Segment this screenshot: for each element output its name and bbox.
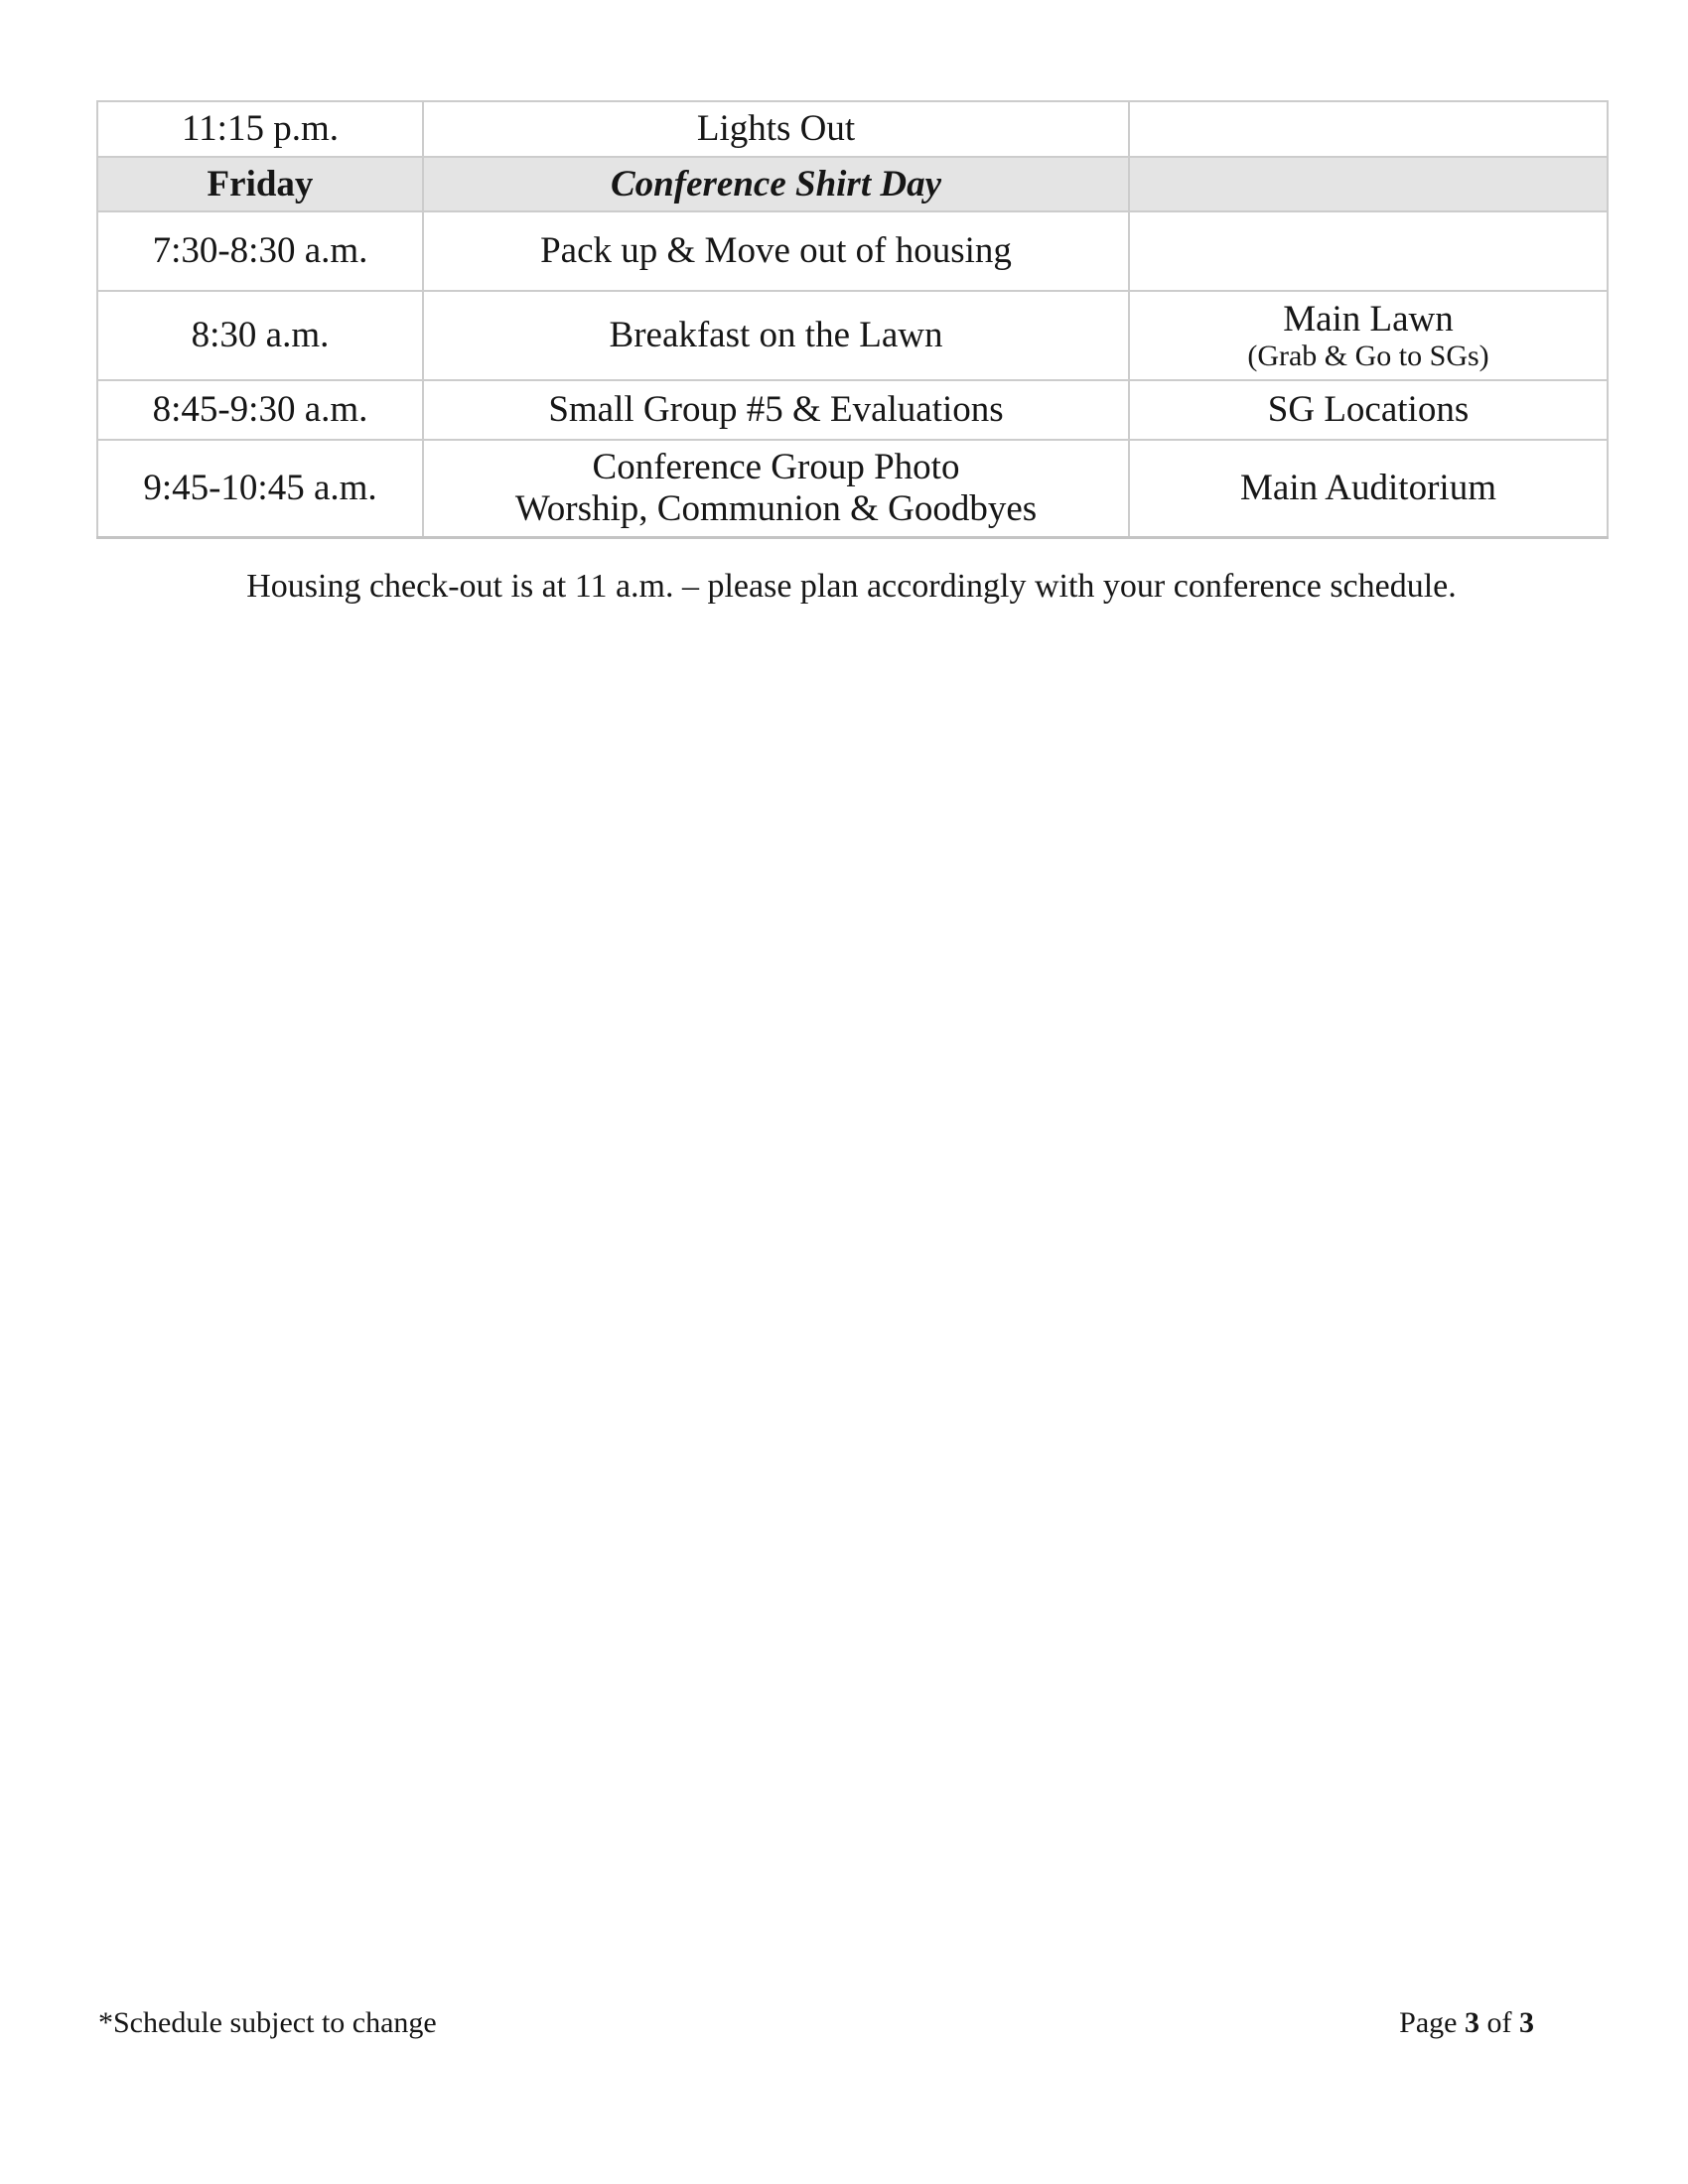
page-label: Page — [1399, 2006, 1465, 2039]
table-row — [97, 291, 1608, 380]
time-cell: 8:30 a.m. — [97, 291, 423, 380]
page-current: 3 — [1465, 2006, 1479, 2039]
time-cell: 7:30-8:30 a.m. — [97, 211, 423, 291]
event-cell — [423, 440, 1129, 537]
location-cell: Main Auditorium — [1129, 440, 1608, 537]
housing-checkout-note: Housing check-out is at 11 a.m. – please plan accordingly with your conference schedule. — [246, 568, 1457, 605]
location-cell — [1129, 211, 1608, 291]
event-cell: Pack up & Move out of housing — [423, 211, 1129, 291]
table-row — [97, 380, 1608, 440]
page-of-label: of — [1479, 2006, 1519, 2039]
location-cell: SG Locations — [1129, 380, 1608, 440]
page-number — [1399, 2006, 1534, 2040]
location-sub: (Grab & Go to SGs) — [1247, 340, 1489, 373]
table-row — [97, 101, 1608, 157]
schedule-disclaimer: *Schedule subject to change — [98, 2006, 437, 2039]
event-line-2: Worship, Communion & Goodbyes — [514, 487, 1038, 529]
schedule-table — [96, 100, 1609, 539]
event-line-1: Conference Group Photo — [592, 447, 960, 488]
location-cell — [1129, 101, 1608, 157]
table-row — [97, 440, 1608, 537]
table-row-day-header — [97, 157, 1608, 211]
event-cell: Lights Out — [423, 101, 1129, 157]
table-row — [97, 211, 1608, 291]
page-total: 3 — [1519, 2006, 1534, 2039]
location-main: Main Lawn — [1283, 298, 1454, 340]
day-theme-cell: Conference Shirt Day — [423, 157, 1129, 211]
event-cell: Small Group #5 & Evaluations — [423, 380, 1129, 440]
location-cell — [1129, 291, 1608, 380]
time-cell: 11:15 p.m. — [97, 101, 423, 157]
time-cell: 9:45-10:45 a.m. — [97, 440, 423, 537]
event-cell: Breakfast on the Lawn — [423, 291, 1129, 380]
day-cell: Friday — [97, 157, 423, 211]
location-cell — [1129, 157, 1608, 211]
time-cell: 8:45-9:30 a.m. — [97, 380, 423, 440]
